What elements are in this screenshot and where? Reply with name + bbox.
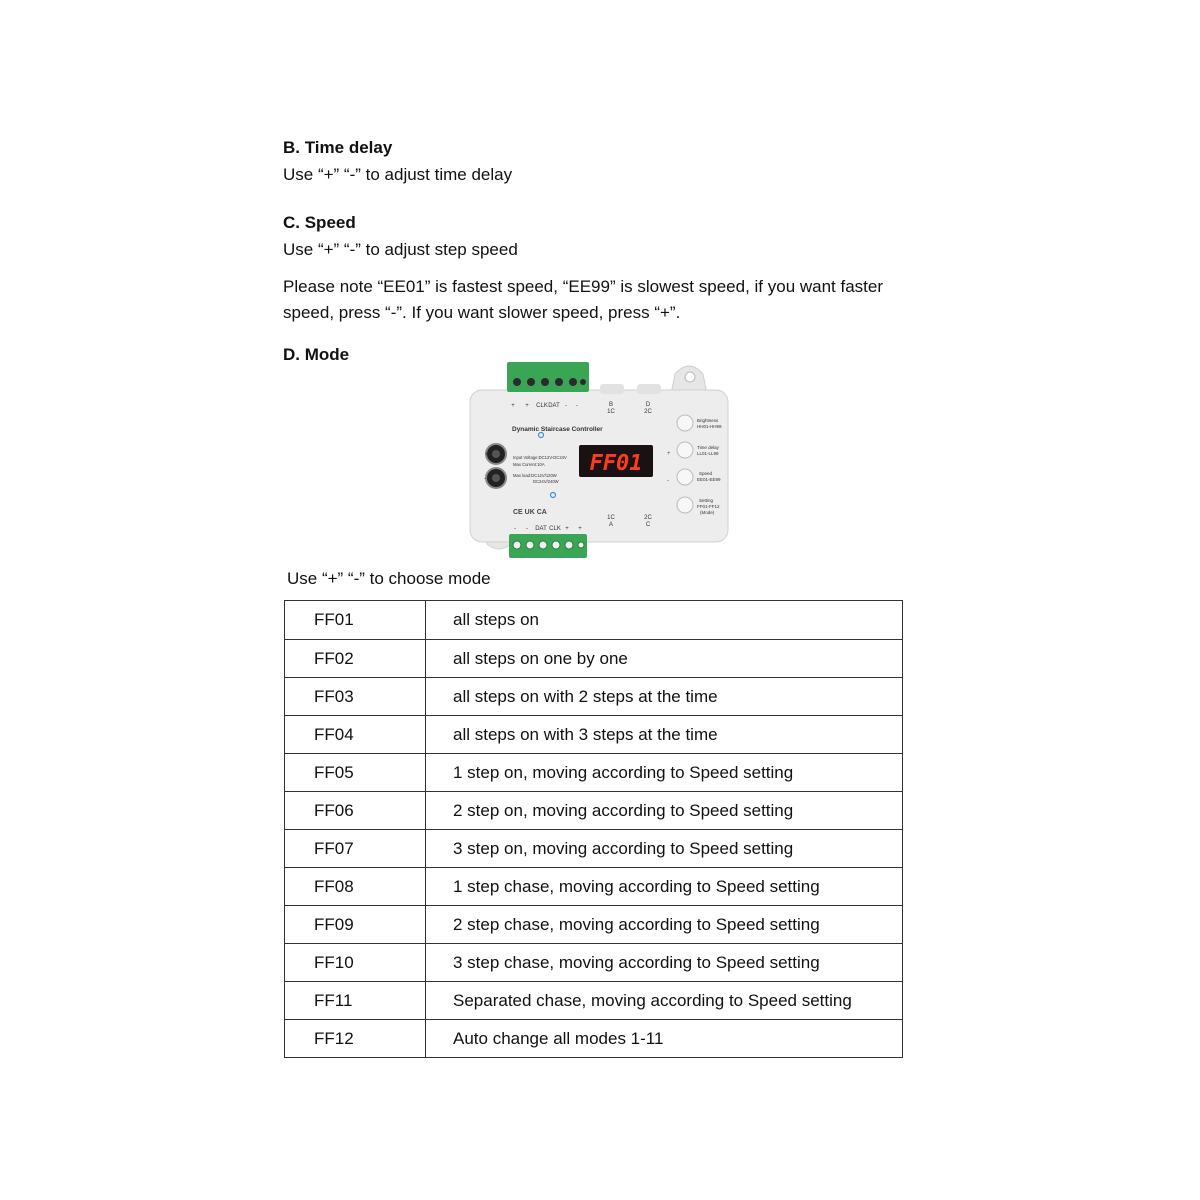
button-label: Setting [699,498,714,503]
table-row [285,678,903,716]
mode-description: 2 step chase, moving according to Speed setting [426,906,903,944]
table-row [285,830,903,868]
table-row [285,754,903,792]
mode-description: 3 step chase, moving according to Speed setting [426,944,903,982]
sensor-label: B [608,402,614,408]
button-range: EE01-EE99 [697,477,721,482]
bottom-terminal-label: CLK [549,526,561,532]
table-row [285,601,903,640]
bottom-terminal-label: + [565,526,569,532]
button-range: LL01-LL99 [697,451,719,456]
svg-text:+: + [667,451,671,457]
display-readout: FF01 [589,451,643,476]
svg-text:-: - [667,478,669,484]
mode-code: FF09 [285,906,426,944]
bottom-terminal-label: + [578,526,582,532]
cert-marks: CE UK CA [513,509,547,516]
mode-text: Use “+” “-” to choose mode [287,569,491,588]
device-title: Dynamic Staircase Controller [512,426,603,433]
top-terminal-label: DAT [548,403,560,409]
bottom-terminal-label: - [514,526,516,532]
spec-text: Max Current:10A [513,462,545,467]
button-label: Time delay [697,445,719,450]
table-row [285,640,903,678]
table-row [285,792,903,830]
sensor-label: C [645,522,651,528]
mode-description: 3 step on, moving according to Speed setting [426,830,903,868]
mode-description: 1 step on, moving according to Speed setting [426,754,903,792]
heading-mode: D. Mode [283,345,350,364]
mode-description: 2 step on, moving according to Speed setting [426,792,903,830]
time-delay-text: Use “+” “-” to adjust time delay [283,165,513,184]
mode-code: FF07 [285,830,426,868]
table-row [285,906,903,944]
mode-code: FF12 [285,1020,426,1058]
button-range: HH01-HH99 [697,424,722,429]
svg-text:-: - [484,476,486,482]
speed-note-line1: Please note “EE01” is fastest speed, “EE99” is slowest speed, if you want faster [283,277,884,296]
top-terminal-label: + [525,403,529,409]
top-terminal-label: - [565,403,567,409]
spec-text: Max load:DC12V/120W [513,473,557,478]
svg-text:+: + [485,452,489,458]
mode-code: FF01 [285,601,426,640]
mode-description: all steps on with 3 steps at the time [426,716,903,754]
speed-text: Use “+” “-” to adjust step speed [283,240,518,259]
adjust-knob-icon [486,468,506,488]
table-row [285,716,903,754]
mode-description: 1 step chase, moving according to Speed setting [426,868,903,906]
mode-code: FF08 [285,868,426,906]
heading-time-delay: B. Time delay [283,138,393,157]
mode-description: Auto change all modes 1-11 [426,1020,903,1058]
mode-table [284,600,903,1058]
mode-code: FF04 [285,716,426,754]
button-range: FF01-FF12 [697,504,720,509]
sensor-label: D [645,402,651,408]
mode-description: all steps on [426,601,903,640]
mode-code: FF06 [285,792,426,830]
bottom-terminal-block [509,534,587,558]
sensor-label: 1C [607,409,615,415]
button-label: Brightness [697,418,719,423]
mode-description: all steps on with 2 steps at the time [426,678,903,716]
bottom-terminal-label: DAT [535,526,547,532]
button-extra: (Mode) [700,510,715,515]
mode-code: FF05 [285,754,426,792]
mode-code: FF02 [285,640,426,678]
speed-note-line2: speed, press “-”. If you want slower speed, press “+”. [283,303,681,322]
top-terminal-block [507,362,589,392]
sensor-label: 2C [644,515,652,521]
table-row [285,868,903,906]
mode-description: all steps on one by one [426,640,903,678]
top-terminal-label: - [576,403,578,409]
bottom-terminal-label: - [526,526,528,532]
button-label: Speed [699,471,713,476]
spec-text: DC24V/240W [533,479,559,484]
table-row [285,982,903,1020]
sensor-label: 1C [607,515,615,521]
sensor-label: A [608,522,614,528]
heading-speed: C. Speed [283,213,356,232]
mode-code: FF11 [285,982,426,1020]
sensor-label: 2C [644,409,652,415]
top-terminal-label: CLK [536,403,548,409]
top-terminal-label: + [511,403,515,409]
adjust-knob-icon [486,444,506,464]
mode-description: Separated chase, moving according to Speed setting [426,982,903,1020]
table-row [285,1020,903,1058]
mode-code: FF10 [285,944,426,982]
mode-code: FF03 [285,678,426,716]
controller-device-image [465,362,735,562]
table-row [285,944,903,982]
spec-text: Input Voltage:DC12V-DC24V [513,455,567,460]
